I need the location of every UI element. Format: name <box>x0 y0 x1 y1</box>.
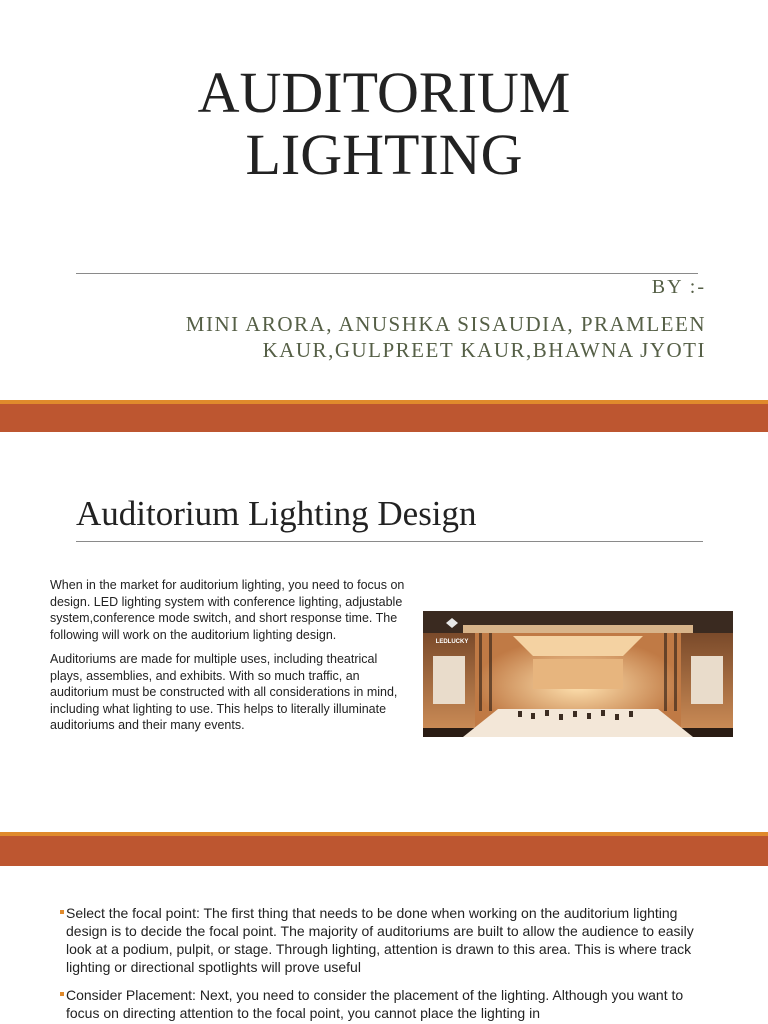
authors-line1: MINI ARORA, ANUSHKA SISAUDIA, PRAMLEEN <box>185 312 706 336</box>
bullet-item: Select the focal point: The first thing that needs to be done when working on the auditorium lighting design is to decide the focal point. The majority of auditoriums are built to allow the audience to easily look at a podium, pulpit, or stage. Through lighting, attention is drawn to this area. This is where track lighting or directional spotlights will prove useful <box>60 904 710 976</box>
main-title-line2: LIGHTING <box>245 122 523 187</box>
main-title <box>0 62 768 186</box>
slide-separator-band <box>0 400 768 432</box>
slide-body <box>50 577 405 742</box>
main-title-line1: AUDITORIUM <box>197 60 571 125</box>
paragraph: When in the market for auditorium lighting, you need to focus on design. LED lighting system with conference lighting, adjustable system,conference mode switch, and short response time. The following will work on the auditorium lighting design. <box>50 578 405 642</box>
authors-line2: KAUR,GULPREET KAUR,BHAWNA JYOTI <box>262 338 706 362</box>
tips-slide <box>0 866 768 1024</box>
paragraph: Auditoriums are made for multiple uses, including theatrical plays, assemblies, and exhibits. With so much traffic, an auditorium must be constructed with all considerations in mind, including what lighting to use. This helps to literally illuminate auditoriums and their many events. <box>50 652 398 732</box>
by-label: BY :- <box>651 276 706 298</box>
slide-separator-band <box>0 832 768 866</box>
title-slide <box>0 0 768 400</box>
title-divider <box>76 273 698 274</box>
photo-logo-text: LEDLUCKY <box>435 639 469 645</box>
slide-title-divider <box>76 541 703 542</box>
authors <box>106 311 706 363</box>
slide-title: Auditorium Lighting Design <box>76 494 477 533</box>
auditorium-image <box>423 611 733 737</box>
auditorium-photo <box>423 611 733 737</box>
bullet-list <box>60 904 710 1024</box>
design-slide <box>0 432 768 832</box>
bullet-item: Consider Placement: Next, you need to consider the placement of the lighting. Although you want to focus on directing attention to the focal point, you cannot place the lighting in <box>60 986 710 1022</box>
